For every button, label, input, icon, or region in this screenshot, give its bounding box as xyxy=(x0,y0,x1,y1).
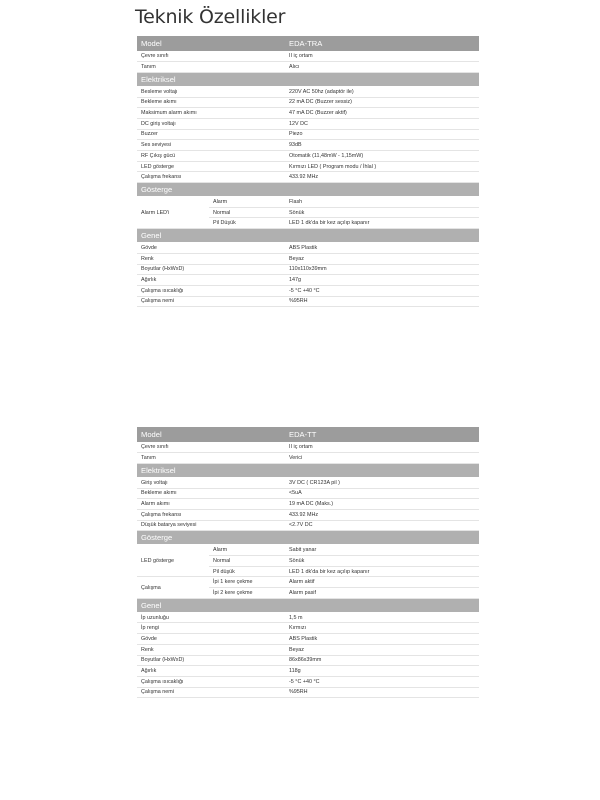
table-row xyxy=(137,86,479,97)
row-label: Renk xyxy=(137,644,285,655)
sub-label: Alarm xyxy=(209,545,285,556)
sub-label: Normal xyxy=(209,556,285,567)
spec-table-eda-tra xyxy=(137,36,479,307)
row-label: DC giriş voltajı xyxy=(137,118,285,129)
sub-label: İpi 2 kere çekme xyxy=(209,588,285,599)
row-value: Beyaz xyxy=(285,253,479,264)
table-row xyxy=(137,243,479,254)
section-title: Elektriksel xyxy=(137,463,479,477)
model-header-row xyxy=(137,36,479,51)
row-value: Otomatik (11,48mW - 1,15mW) xyxy=(285,151,479,162)
section-title: Elektriksel xyxy=(137,72,479,86)
row-value: Beyaz xyxy=(285,644,479,655)
table-row xyxy=(137,161,479,172)
row-value: 22 mA DC (Buzzer sessiz) xyxy=(285,97,479,108)
table-row xyxy=(137,545,479,556)
row-value: 110x110x39mm xyxy=(285,264,479,275)
section-header-gosterge xyxy=(137,531,479,545)
row-label: Ağırlık xyxy=(137,666,285,677)
table-row xyxy=(137,197,479,208)
row-label: LED gösterge xyxy=(137,161,285,172)
table-row xyxy=(137,62,479,73)
row-label: Giriş voltajı xyxy=(137,477,285,488)
row-label: Çalışma frekansı xyxy=(137,509,285,520)
model-header-label: Model xyxy=(137,36,285,51)
row-value: II iç ortam xyxy=(285,442,479,453)
model-header-value: EDA-TT xyxy=(285,427,479,442)
sub-label: Normal xyxy=(209,207,285,218)
table-row xyxy=(137,442,479,453)
row-label: İp uzunluğu xyxy=(137,612,285,623)
section-header-elektriksel xyxy=(137,463,479,477)
row-value: 433.92 MHz xyxy=(285,172,479,183)
row-label: Tanım xyxy=(137,453,285,464)
table-row xyxy=(137,275,479,286)
table-row xyxy=(137,108,479,119)
group-label: Alarm LED'i xyxy=(137,197,209,229)
row-value: Alıcı xyxy=(285,62,479,73)
section-title: Genel xyxy=(137,229,479,243)
table-row xyxy=(137,509,479,520)
sub-label: Alarm xyxy=(209,197,285,208)
row-value: -5 °C +40 °C xyxy=(285,285,479,296)
row-value: 86x86x39mm xyxy=(285,655,479,666)
row-value: Sabit yanar xyxy=(285,545,479,556)
row-label: Gövde xyxy=(137,634,285,645)
spec-table-eda-tt xyxy=(137,427,479,698)
table-row xyxy=(137,666,479,677)
row-label: Bekleme akımı xyxy=(137,97,285,108)
table-row xyxy=(137,499,479,510)
section-header-genel xyxy=(137,229,479,243)
table-row xyxy=(137,264,479,275)
row-label: Alarm akımı xyxy=(137,499,285,510)
table-row xyxy=(137,623,479,634)
row-value: -5 °C +40 °C xyxy=(285,676,479,687)
row-value: 19 mA DC (Maks.) xyxy=(285,499,479,510)
row-value: 433.92 MHz xyxy=(285,509,479,520)
table-row xyxy=(137,488,479,499)
row-value: LED 1 dk'da bir kez açılıp kapanır xyxy=(285,566,479,577)
table-row xyxy=(137,687,479,698)
table-row xyxy=(137,577,479,588)
row-value: 147g xyxy=(285,275,479,286)
row-label: Gövde xyxy=(137,243,285,254)
table-row xyxy=(137,253,479,264)
row-label: Renk xyxy=(137,253,285,264)
row-value: 12V DC xyxy=(285,118,479,129)
row-label: RF Çıkış gücü xyxy=(137,151,285,162)
table-row xyxy=(137,453,479,464)
model-header-row xyxy=(137,427,479,442)
section-header-elektriksel xyxy=(137,72,479,86)
table-row xyxy=(137,520,479,531)
row-value: Sönük xyxy=(285,207,479,218)
row-value: Alarm pasif xyxy=(285,588,479,599)
row-label: Çalışma nemi xyxy=(137,296,285,307)
table-row xyxy=(137,296,479,307)
sub-label: Pil düşük xyxy=(209,566,285,577)
row-label: Besleme voltajı xyxy=(137,86,285,97)
row-label: Boyutlar (HxWxD) xyxy=(137,655,285,666)
row-value: Sönük xyxy=(285,556,479,567)
row-value: ABS Plastik xyxy=(285,243,479,254)
row-label: Bekleme akımı xyxy=(137,488,285,499)
row-label: Çevre sınıfı xyxy=(137,51,285,62)
table-row xyxy=(137,477,479,488)
row-label: Çalışma nemi xyxy=(137,687,285,698)
row-value: 1,5 m xyxy=(285,612,479,623)
row-value: Piezo xyxy=(285,129,479,140)
row-label: Tanım xyxy=(137,62,285,73)
row-value: %95RH xyxy=(285,687,479,698)
row-value: ABS Plastik xyxy=(285,634,479,645)
row-label: Buzzer xyxy=(137,129,285,140)
table-row xyxy=(137,151,479,162)
row-value: 3V DC ( CR123A pil ) xyxy=(285,477,479,488)
table-row xyxy=(137,172,479,183)
group-label: Çalışma xyxy=(137,577,209,598)
row-value: Flash xyxy=(285,197,479,208)
row-value: <2.7V DC xyxy=(285,520,479,531)
row-value: 118g xyxy=(285,666,479,677)
sub-label: Pil Düşük xyxy=(209,218,285,229)
row-label: Ağırlık xyxy=(137,275,285,286)
section-header-genel xyxy=(137,598,479,612)
table-row xyxy=(137,51,479,62)
row-label: İp rengi xyxy=(137,623,285,634)
row-label: Ses seviyesi xyxy=(137,140,285,151)
table-row xyxy=(137,285,479,296)
table-row xyxy=(137,97,479,108)
row-value: 220V AC 50hz (adaptör ile) xyxy=(285,86,479,97)
page-title: Teknik Özellikler xyxy=(135,6,286,28)
row-label: Çalışma frekansı xyxy=(137,172,285,183)
row-value: Kırmızı xyxy=(285,623,479,634)
section-header-gosterge xyxy=(137,183,479,197)
table-row xyxy=(137,676,479,687)
row-value: 93dB xyxy=(285,140,479,151)
table-row xyxy=(137,140,479,151)
model-header-label: Model xyxy=(137,427,285,442)
row-value: Verici xyxy=(285,453,479,464)
sub-label: İpi 1 kere çekme xyxy=(209,577,285,588)
row-label: Çalışma ısıcaklığı xyxy=(137,676,285,687)
row-value: Alarm aktif xyxy=(285,577,479,588)
row-value: LED 1 dk'da bir kez açılıp kapanır xyxy=(285,218,479,229)
table-row xyxy=(137,634,479,645)
table-row xyxy=(137,129,479,140)
table-row xyxy=(137,612,479,623)
table-row xyxy=(137,118,479,129)
model-header-value: EDA-TRA xyxy=(285,36,479,51)
row-value: %95RH xyxy=(285,296,479,307)
row-label: Çevre sınıfı xyxy=(137,442,285,453)
row-value: II iç ortam xyxy=(285,51,479,62)
section-title: Gösterge xyxy=(137,531,479,545)
row-label: Çalışma ısıcaklığı xyxy=(137,285,285,296)
row-value: Kırmızı LED ( Program modu / İhlal ) xyxy=(285,161,479,172)
row-label: Düşük batarya seviyesi xyxy=(137,520,285,531)
row-value: <5uA xyxy=(285,488,479,499)
table-row xyxy=(137,655,479,666)
row-label: Maksimum alarm akımı xyxy=(137,108,285,119)
group-label: LED gösterge xyxy=(137,545,209,577)
table-row xyxy=(137,644,479,655)
section-title: Gösterge xyxy=(137,183,479,197)
row-value: 47 mA DC (Buzzer aktif) xyxy=(285,108,479,119)
row-label: Boyutlar (HxWxD) xyxy=(137,264,285,275)
section-title: Genel xyxy=(137,598,479,612)
